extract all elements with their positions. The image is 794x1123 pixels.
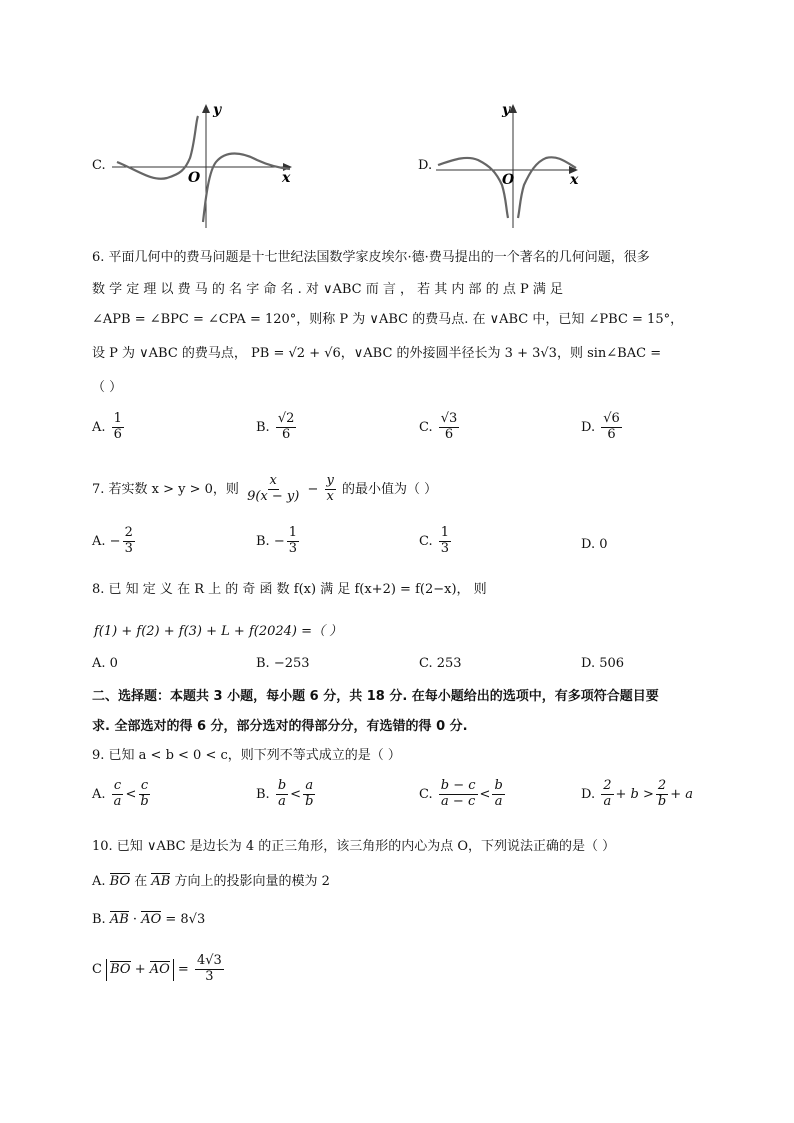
q6-option-a: A. $\frac{1}{6}$ [92, 411, 122, 442]
q7-option-d: D. 0 [581, 537, 608, 552]
q6-d-fraction: $\frac{√6}{6}$ [603, 411, 620, 442]
q9-option-c: C. $\frac{b - c}{a - c}$ < $\frac{b}{a}$ [419, 778, 503, 809]
q9-stem: 9. 已知 a < b < 0 < c，则下列不等式成立的是（ ） [92, 748, 401, 763]
q8-option-b: B. −253 [256, 656, 310, 671]
q6-paren: （ ） [92, 380, 123, 395]
graph-d-plot [418, 100, 598, 230]
q6-line4: 设 P 为 ∨ABC 的费马点， PB = √2 + √6，∨ABC 的外接圆半径长为 3 + 3√3，则 sin∠BAC = [92, 346, 662, 361]
q6-option-b: B. $\frac{√2}{6}$ [256, 411, 295, 442]
vector-ao: AO [149, 961, 170, 977]
graph-c-plot [92, 100, 322, 230]
graph-option-c [92, 100, 322, 230]
graph-c-o: O [188, 170, 201, 186]
q9-option-d: D. $\frac{2}{a}$ + b > $\frac{2}{b}$ + a [581, 778, 693, 809]
graph-c-label: C. [92, 158, 106, 173]
q7-frac1: $\frac{x}{9(x - y)}$ [247, 473, 300, 504]
q6-c-fraction: $\frac{√3}{6}$ [440, 411, 458, 442]
q7-frac2: $\frac{y}{x}$ [326, 473, 334, 504]
q6-option-d: D. $\frac{√6}{6}$ [581, 411, 620, 442]
graph-c-x: x [282, 170, 291, 186]
section2-line1: 二、选择题：本题共 3 小题，每小题 6 分，共 18 分. 在每小题给出的选项中，有多项符合题目要 [92, 689, 659, 704]
q7-option-a: A. − $\frac{2}{3}$ [92, 525, 133, 556]
q6-line1: 6. 平面几何中的费马问题是十七世纪法国数学家皮埃尔·德·费马提出的一个著名的几何问题，很多 [92, 250, 650, 265]
vector-bo: BO [109, 874, 131, 889]
graph-d-o: O [502, 172, 515, 188]
q10-option-c: C BO + AO = $\frac{4√3}{3}$ [92, 953, 222, 984]
q6-a-fraction: $\frac{1}{6}$ [113, 411, 122, 442]
section2-line2: 求. 全部选对的得 6 分，部分选对的得部分分，有选错的得 0 分. [92, 719, 468, 734]
vector-bo: BO [110, 961, 131, 977]
q6-option-c: C. $\frac{√3}{6}$ [419, 411, 458, 442]
q10-option-b: B. AB · AO = 8√3 [92, 912, 206, 927]
q9-option-b: B. $\frac{b}{a}$ < $\frac{a}{b}$ [256, 778, 314, 809]
q9-option-a: A. $\frac{c}{a}$ < $\frac{c}{b}$ [92, 778, 149, 809]
q7-stem: 7. 若实数 x > y > 0，则 $\frac{x}{9(x - y)}$ − $\frac{y}{x}$ 的最小值为（ ） [92, 473, 438, 504]
q7-option-c: C. $\frac{1}{3}$ [419, 525, 450, 556]
q8-line1: 8. 已 知 定 义 在 R 上 的 奇 函 数 f(x) 满 足 f(x+2) = f(2−x)， 则 [92, 582, 487, 597]
graph-d-x: x [570, 172, 579, 188]
vector-ab: AB [109, 912, 129, 927]
graph-d-y: y [502, 102, 511, 118]
q8-line2: f(1) + f(2) + f(3) + L + f(2024) =（ ） [94, 624, 343, 639]
q7-option-b: B. − $\frac{1}{3}$ [256, 525, 298, 556]
q8-option-a: A. 0 [92, 656, 118, 671]
vector-ab: AB [151, 874, 171, 889]
graph-c-y: y [213, 102, 222, 118]
q10-c-fraction: $\frac{4√3}{3}$ [196, 953, 222, 984]
q6-line2: 数 学 定 理 以 费 马 的 名 字 命 名 . 对 ∨ABC 而 言 ， 若 其 内 部 的 点 P 满 足 [92, 282, 563, 297]
graph-option-d [418, 100, 598, 230]
q10-option-a: A. BO 在 AB 方向上的投影向量的模为 2 [92, 874, 330, 889]
q8-option-d: D. 506 [581, 656, 625, 671]
q6-line3: ∠APB = ∠BPC = ∠CPA = 120°，则称 P 为 ∨ABC 的费马点. 在 ∨ABC 中，已知 ∠PBC = 15°， [92, 312, 684, 327]
q10-stem: 10. 已知 ∨ABC 是边长为 4 的正三角形，该三角形的内心为点 O，下列说法正确的是（ ） [92, 839, 616, 854]
vector-ao: AO [141, 912, 162, 927]
q6-b-fraction: $\frac{√2}{6}$ [277, 411, 295, 442]
graph-d-label: D. [418, 158, 433, 173]
q8-option-c: C. 253 [419, 656, 462, 671]
